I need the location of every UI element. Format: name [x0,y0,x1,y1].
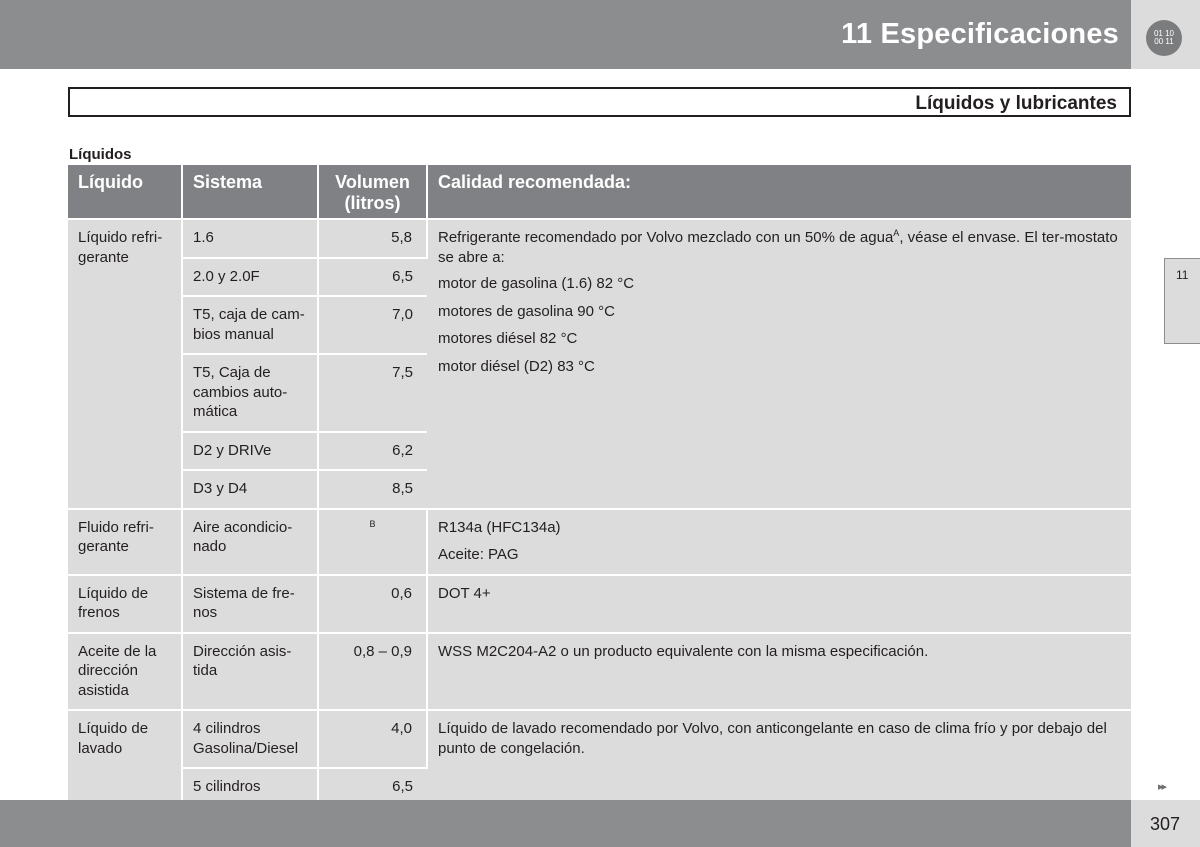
quality-line: motor diésel (D2) 83 °C [438,357,595,375]
section-title: Líquidos y lubricantes [915,93,1117,114]
column-header-volume: Volumen (litros) [318,165,427,219]
system-cell: 1.6 [182,219,318,258]
quality-cell [427,219,1131,509]
volume-cell: 0,8 – 0,9 [318,633,427,711]
system-cell: D3 y D4 [182,470,318,509]
liquid-cell: Líquido refri-gerante [68,219,182,509]
system-cell: 4 cilindros Gasolina/Diesel [182,710,318,768]
quality-cell: WSS M2C204-A2 o un producto equivalente con la misma especificación. [427,633,1131,711]
page-number: 307 [1150,814,1181,834]
fluids-table [68,165,1131,827]
volume-cell: 5,8 [318,219,427,258]
chapter-icon [1146,20,1182,56]
volume-cell: 6,5 [318,768,427,826]
system-cell: T5, caja de cam-bios manual [182,296,318,354]
volume-cell: 8,5 [318,470,427,509]
table-row [68,509,1131,575]
quality-cell [427,509,1131,575]
column-header-quality: Calidad recomendada: [427,165,1131,219]
table-row [68,710,1131,768]
volume-cell: 4,0 [318,710,427,768]
volume-cell: 0,6 [318,575,427,633]
side-tab-label: 11 [1176,268,1189,282]
chapter-icon-line2: 00 11 [1154,37,1174,46]
volume-cell: 6,5 [318,258,427,297]
quality-line: motor de gasolina (1.6) 82 °C [438,275,635,292]
column-header-liquid: Líquido [68,165,182,219]
quality-cell: Líquido de lavado recomendado por Volvo, con anticongelante en caso de clima frío y por debajo del punto de congelación. [427,710,1131,826]
liquid-cell: Fluido refri-gerante [68,509,182,575]
volume-cell: 6,2 [318,432,427,471]
volume-cell: 7,0 [318,296,427,354]
liquid-cell: Aceite de la dirección asistida [68,633,182,711]
table-header-row [68,165,1131,219]
quality-text-part: , véase el envase. El ter-mostato se abre a: [438,229,1118,266]
volume-cell: 7,5 [318,354,427,432]
table-subtitle: Líquidos [69,146,132,163]
liquid-cell: Líquido de frenos [68,575,182,633]
section-header [68,87,1131,117]
continue-arrow-icon: ▸▸ [1158,781,1166,793]
liquid-cell: Líquido de lavado [68,710,182,826]
table-row [68,219,1131,258]
quality-text [438,228,1121,267]
footnote-marker: A [893,228,900,238]
quality-line: motores diésel 82 °C [438,330,578,347]
quality-line: motores de gasolina 90 °C [438,302,615,320]
chapter-icon-line1: 01 10 [1153,29,1175,38]
chapter-title: 11 Especificaciones [841,18,1119,50]
quality-cell: DOT 4+ [427,575,1131,633]
table-row [68,633,1131,711]
system-cell: 2.0 y 2.0F [182,258,318,297]
system-cell: Dirección asis-tida [182,633,318,711]
system-cell: Sistema de fre-nos [182,575,318,633]
system-cell: Aire acondicio-nado [182,509,318,575]
column-header-system: Sistema [182,165,318,219]
quality-line: R134a (HFC134a) [438,518,561,536]
quality-line: Aceite: PAG [438,546,519,563]
table-row [68,575,1131,633]
footer-bar [0,800,1131,847]
chapter-side-tab [1164,258,1200,344]
system-cell: D2 y DRIVe [182,432,318,471]
system-cell: 5 cilindros [182,768,318,826]
quality-text-part: Refrigerante recomendado por Volvo mezclado con un 50% de agua [438,229,894,246]
volume-footnote-cell: B [318,509,427,575]
system-cell: T5, Caja de cambios auto-mática [182,354,318,432]
